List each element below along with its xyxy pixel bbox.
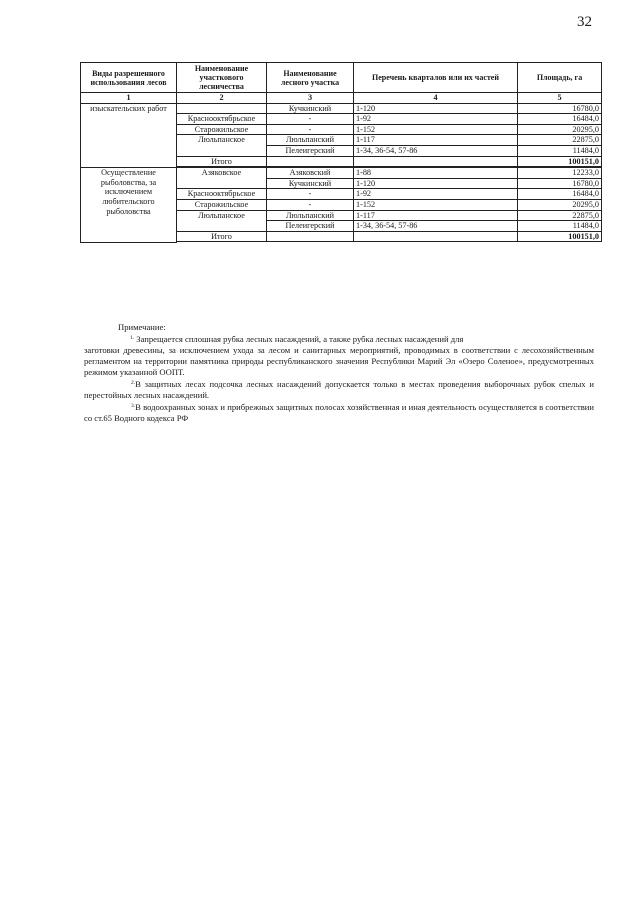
area-cell: 20295,0 bbox=[518, 199, 602, 210]
total-label: Итого bbox=[177, 156, 267, 167]
note-3-mark: 3. bbox=[131, 403, 136, 409]
col-number: 1 bbox=[81, 93, 177, 104]
plot-cell: - bbox=[267, 199, 354, 210]
quarters-cell: 1-34, 36-54, 57-86 bbox=[354, 145, 518, 156]
district-cell: Краснооктябрьское bbox=[177, 114, 267, 125]
note-1-text: заготовки древесины, за исключением ухода за лесом и санитарных мероприятий, проводимых в соответствии с лесохозяйственным регламентом на территории памятника природы республиканского значения Республики Марий Эл «Озеро Соленое», предусмотренных режимом указанной ООПТ. bbox=[84, 345, 594, 377]
col-number: 3 bbox=[267, 93, 354, 104]
district-cell: Люльпанское bbox=[177, 210, 267, 231]
plot-cell: - bbox=[267, 114, 354, 125]
quarters-cell: 1-117 bbox=[354, 210, 518, 221]
table-row bbox=[81, 168, 602, 179]
col-number: 2 bbox=[177, 93, 267, 104]
note-3: $^{3.}$В водоохранных зонах и прибрежных защитных полосах хозяйственная и иная деятельность осуществляется в соответствии со ст.65 Водного кодекса РФ bbox=[84, 402, 594, 423]
activity-cell: Осуществление рыболовства, за исключением любительского рыболовства bbox=[81, 168, 177, 243]
plot-cell: - bbox=[267, 124, 354, 135]
district-cell: Краснооктябрьское bbox=[177, 189, 267, 200]
plot-cell: Пелеигерский bbox=[267, 145, 354, 156]
note-2: $^{2.}$В защитных лесах подсочка лесных насаждений допускается только в местах проведения выборочных рубок спелых и перестойных лесных насаждений. bbox=[84, 379, 594, 400]
plot-cell: Кучкинский bbox=[267, 178, 354, 189]
quarters-cell: 1-152 bbox=[354, 199, 518, 210]
quarters-cell: 1-92 bbox=[354, 189, 518, 200]
table-header-row bbox=[81, 63, 602, 93]
quarters-cell: 1-88 bbox=[354, 168, 518, 179]
plot-cell: Кучкинский bbox=[267, 103, 354, 114]
plot-cell: Пелеигерский bbox=[267, 221, 354, 232]
area-cell: 12233,0 bbox=[518, 168, 602, 179]
plot-cell: Люльпанский bbox=[267, 210, 354, 221]
area-cell: 11484,0 bbox=[518, 221, 602, 232]
col-number: 5 bbox=[518, 93, 602, 104]
column-number-row bbox=[81, 93, 602, 104]
district-cell: Старожильское bbox=[177, 124, 267, 135]
header-plot: Наименование лесного участка bbox=[267, 63, 354, 93]
note-2-mark: 2. bbox=[131, 380, 136, 386]
note-1-mark: 1. bbox=[130, 335, 135, 341]
notes-section bbox=[84, 322, 594, 424]
area-cell: 16484,0 bbox=[518, 114, 602, 125]
quarters-cell: 1-117 bbox=[354, 135, 518, 146]
total-area: 100151,0 bbox=[518, 156, 602, 167]
district-cell: Люльпанское bbox=[177, 135, 267, 156]
quarters-cell: 1-34, 36-54, 57-86 bbox=[354, 221, 518, 232]
note-1-lead: $^{1.}$ Запрещается сплошная рубка лесных насаждений, а также рубка лесных насаждений для bbox=[130, 334, 464, 344]
total-area: 100151,0 bbox=[518, 231, 602, 242]
notes-title: Примечание: bbox=[118, 322, 166, 332]
area-cell: 11484,0 bbox=[518, 145, 602, 156]
header-quarters: Перечень кварталов или их частей bbox=[354, 63, 518, 93]
total-label: Итого bbox=[177, 231, 267, 242]
plot-cell: Азяковский bbox=[267, 168, 354, 179]
area-cell: 20295,0 bbox=[518, 124, 602, 135]
district-cell bbox=[177, 103, 267, 114]
activity-cell: изыскательских работ bbox=[81, 103, 177, 168]
district-cell: Азяковское bbox=[177, 168, 267, 189]
table-row bbox=[81, 103, 602, 114]
area-cell: 16780,0 bbox=[518, 178, 602, 189]
plot-cell: Люльпанский bbox=[267, 135, 354, 146]
area-cell: 22875,0 bbox=[518, 210, 602, 221]
header-activity: Виды разрешенного использования лесов bbox=[81, 63, 177, 93]
col-number: 4 bbox=[354, 93, 518, 104]
header-district: Наименование участкового лесничества bbox=[177, 63, 267, 93]
quarters-cell: 1-152 bbox=[354, 124, 518, 135]
quarters-cell: 1-120 bbox=[354, 103, 518, 114]
area-cell: 22875,0 bbox=[518, 135, 602, 146]
area-cell: 16780,0 bbox=[518, 103, 602, 114]
quarters-cell: 1-120 bbox=[354, 178, 518, 189]
quarters-cell: 1-92 bbox=[354, 114, 518, 125]
page-number: 32 bbox=[577, 14, 592, 30]
plot-cell: - bbox=[267, 189, 354, 200]
area-cell: 16484,0 bbox=[518, 189, 602, 200]
forest-use-table bbox=[80, 62, 602, 243]
district-cell: Старожильское bbox=[177, 199, 267, 210]
header-area: Площадь, га bbox=[518, 63, 602, 93]
